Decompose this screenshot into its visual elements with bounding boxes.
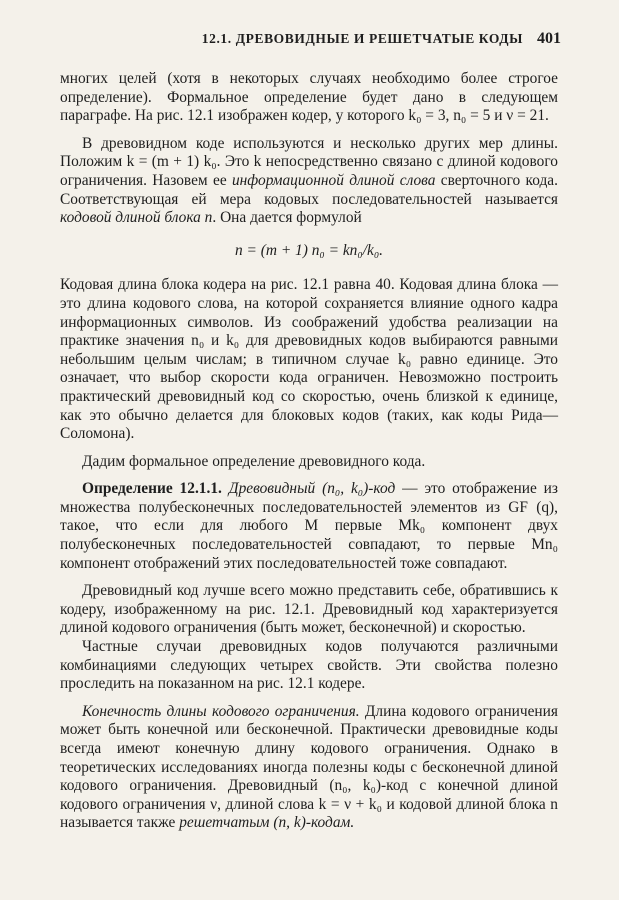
paragraph-3: Кодовая длина блока кодера на рис. 12.1 равна 40. Кодовая длина блока — это длина кодового слова, на которой сохраняется влияние одного кадра информационных символов. Из соображений удобства реализации на практике значения n₀ и k₀ для древовидных кодов выбираются равными небольшим целым числам; в типичном случае k₀ равно единице. Это означает, что выбор скорости кода ограничен. Невозможно построить практический древовидный код со скоростью, очень близкой к единице, как это обычно делается для блоковых кодов (таких, как коды Рида—Соломона). (60, 276, 558, 443)
p2-text-c: . Она дается формулой (212, 209, 362, 227)
p7-text: Длина кодового ограничения может быть конечной или бесконечной. Практически древовидные коды всегда имеют конечную длину кодового ограничения. Однако в теоретических исследованиях иногда полезны коды с бесконечной длиной кодового ограничения. Древовидный (n₀, k₀)-код с конечной длиной кодового ограничения ν, длиной слова k = ν + k₀ и кодовой длиной блока n называется также (60, 702, 558, 832)
definition-text: — это отображение из множества полубесконечных последовательностей элементов из GF (q), такое, что если для любого M первые Mk₀ компонент двух полубесконечных последовательностей совпадают, то первые Mn₀ компонент отображений этих последовательностей тоже совпадают. (60, 480, 558, 572)
page-number: 401 (537, 30, 561, 47)
definition-paragraph (60, 480, 558, 573)
p7-heading: Конечность длины кодового ограничения. (82, 702, 360, 720)
running-header (60, 30, 561, 48)
header-title: 12.1. ДРЕВОВИДНЫЕ И РЕШЕТЧАТЫЕ КОДЫ (201, 31, 523, 46)
p2-text-b: сверточного кода. Соответствующая ей мера кодовых последовательностей называется (60, 171, 558, 208)
definition-label: Определение 12.1.1. (82, 480, 222, 498)
paragraph-4: Дадим формальное определение древовидного кода. (82, 452, 426, 470)
definition-term: Древовидный (n₀, k₀)-код (228, 480, 396, 498)
p2-text-a: В древовидном коде используются и несколько других мер длины. Положим k = (m + 1) k₀. Это k непосредственно связано с длиной кодового ограничения. Назовем ее (60, 134, 558, 189)
p2-emphasis-1: информационной длиной слова (231, 171, 436, 189)
p2-emphasis-2: кодовой длиной блока n (60, 209, 213, 227)
paragraph-2 (60, 135, 558, 228)
paragraph-7 (60, 703, 558, 833)
page-body (60, 70, 558, 833)
paragraph-5: Древовидный код лучше всего можно представить себе, обратившись к кодеру, изображенному на рис. 12.1. Древовидный код характеризуется длиной кодового ограничения (быть может, бесконечной) и скоростью. (60, 582, 558, 637)
p7-end: решетчатым (n, k)-кодам. (179, 814, 355, 832)
paragraph-1: многих целей (хотя в некоторых случаях необходимо более строгое определение). Формальное определение будет дано в следующем параграфе. На рис. 12.1 изображен кодер, у которого k₀ = 3, n₀ = 5 и ν = 21. (60, 70, 558, 125)
paragraph-6: Частные случаи древовидных кодов получаются различными комбинациями следующих четырех свойств. Эти свойства полезно проследить на показанном на рис. 12.1 кодере. (60, 638, 558, 693)
block-length-formula: n = (m + 1) n₀ = kn₀/k₀. (234, 241, 384, 259)
